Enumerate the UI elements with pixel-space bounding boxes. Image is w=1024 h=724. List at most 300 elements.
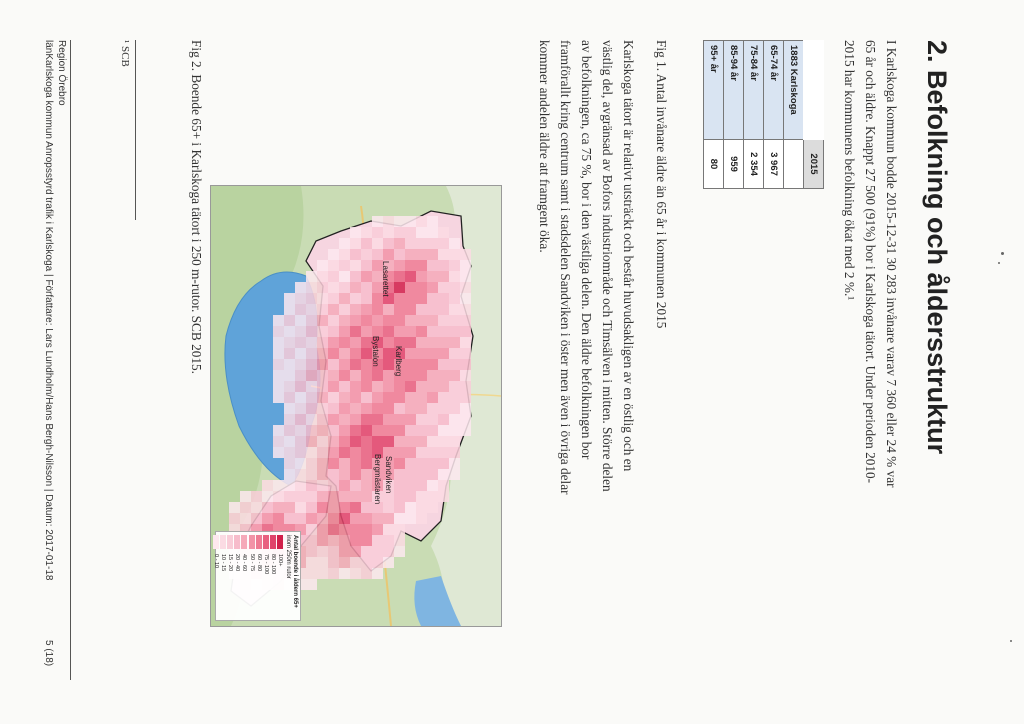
density-cell (295, 337, 306, 348)
density-cell (460, 315, 471, 326)
density-cell (460, 249, 471, 260)
density-cell (427, 469, 438, 480)
legend-item (227, 535, 234, 617)
density-cell (372, 403, 383, 414)
density-cell (284, 315, 295, 326)
density-cell (383, 315, 394, 326)
density-cell (394, 491, 405, 502)
legend-label: 15 - 20 (227, 554, 234, 572)
density-cell (383, 425, 394, 436)
body-paragraph (534, 40, 639, 705)
density-cell (394, 326, 405, 337)
density-cell (438, 370, 449, 381)
density-cell (460, 359, 471, 370)
density-cell (460, 381, 471, 392)
density-cell (273, 359, 284, 370)
density-cell (449, 381, 460, 392)
density-cell (383, 381, 394, 392)
density-cell (438, 315, 449, 326)
density-cell (438, 227, 449, 238)
density-cell (361, 546, 372, 557)
density-cell (328, 403, 339, 414)
density-cell (405, 403, 416, 414)
table-row-value: 959 (724, 140, 744, 189)
density-cell (317, 315, 328, 326)
density-cell (251, 513, 262, 524)
density-cell (350, 337, 361, 348)
density-cell (416, 359, 427, 370)
density-cell (427, 227, 438, 238)
intro-line: I Karlskoga kommun bodde 2015-12-31 30 283 invånare varav 7 360 eller 24 % var (884, 40, 899, 488)
density-cell (328, 271, 339, 282)
density-cell (394, 447, 405, 458)
density-cell (383, 403, 394, 414)
density-cell (350, 293, 361, 304)
density-cell (449, 304, 460, 315)
density-cell (295, 480, 306, 491)
density-cell (328, 359, 339, 370)
table-corner-cell (804, 41, 824, 140)
density-cell (416, 370, 427, 381)
map-label-sandviken: Sandviken (384, 456, 393, 494)
density-cell (416, 260, 427, 271)
legend-item (248, 535, 255, 617)
legend-label: 40 - 60 (241, 554, 248, 572)
density-cell (306, 568, 317, 579)
density-cell (317, 535, 328, 546)
density-cell (383, 326, 394, 337)
density-cell (306, 337, 317, 348)
density-cell (361, 381, 372, 392)
density-cell (339, 271, 350, 282)
density-cell (328, 282, 339, 293)
density-cell (339, 535, 350, 546)
density-cell (394, 293, 405, 304)
table-row-label: 75-84 år (744, 41, 764, 140)
density-cell (449, 458, 460, 469)
density-cell (416, 304, 427, 315)
density-cell (438, 238, 449, 249)
density-cell (449, 392, 460, 403)
density-cell (350, 469, 361, 480)
density-cell (394, 480, 405, 491)
density-cell (405, 469, 416, 480)
density-cell (350, 282, 361, 293)
density-cell (361, 271, 372, 282)
density-cell (339, 458, 350, 469)
density-cell (339, 304, 350, 315)
density-cell (405, 249, 416, 260)
density-cell (361, 392, 372, 403)
legend-item (255, 535, 262, 617)
density-cell (372, 370, 383, 381)
density-cell (427, 425, 438, 436)
density-cell (361, 436, 372, 447)
density-cell (460, 337, 471, 348)
density-cell (350, 381, 361, 392)
density-cell (394, 315, 405, 326)
density-cell (416, 403, 427, 414)
density-cell (295, 425, 306, 436)
density-cell (427, 458, 438, 469)
density-cell (449, 348, 460, 359)
legend-item (234, 535, 241, 617)
density-cell (383, 392, 394, 403)
density-cell (339, 546, 350, 557)
density-cell (438, 337, 449, 348)
density-cell (383, 370, 394, 381)
density-cell (394, 238, 405, 249)
density-cell (372, 557, 383, 568)
density-cell (284, 513, 295, 524)
density-cell (449, 447, 460, 458)
density-cell (427, 381, 438, 392)
density-cell (273, 491, 284, 502)
density-cell (328, 293, 339, 304)
density-cell (350, 304, 361, 315)
density-cell (328, 469, 339, 480)
density-cell (284, 392, 295, 403)
density-cell (306, 513, 317, 524)
density-cell (328, 315, 339, 326)
density-cell (350, 568, 361, 579)
density-cell (416, 315, 427, 326)
density-cell (427, 414, 438, 425)
density-cell (383, 348, 394, 359)
footer-divider (70, 40, 71, 680)
density-cell (251, 491, 262, 502)
density-cell (328, 480, 339, 491)
density-cell (361, 524, 372, 535)
density-cell (416, 337, 427, 348)
density-cell (427, 348, 438, 359)
density-cell (460, 293, 471, 304)
density-cell (449, 370, 460, 381)
density-cell (284, 293, 295, 304)
density-cell (328, 326, 339, 337)
table-row (704, 41, 724, 189)
table-row-value: 3 967 (764, 140, 784, 189)
legend-title: Antal boende i åldern 65+ (292, 535, 298, 608)
density-cell (438, 304, 449, 315)
table-row-label: 65-74 år (764, 41, 784, 140)
footnote-divider (135, 40, 136, 220)
density-cell (361, 370, 372, 381)
density-cell (317, 282, 328, 293)
density-cell (383, 436, 394, 447)
table-header-row (804, 41, 824, 189)
density-cell (405, 458, 416, 469)
density-cell (383, 546, 394, 557)
legend-item (270, 535, 277, 617)
density-cell (383, 337, 394, 348)
density-cell (251, 502, 262, 513)
density-cell (449, 238, 460, 249)
footnote: ¹ SCB (119, 40, 131, 67)
density-cell (460, 260, 471, 271)
density-cell (273, 392, 284, 403)
body-line: kommer andelen äldre att framgent öka. (537, 40, 552, 253)
density-cell (339, 293, 350, 304)
legend-label: 50 - 75 (248, 554, 255, 572)
legend-item (241, 535, 248, 617)
density-cell (361, 480, 372, 491)
density-cell (427, 315, 438, 326)
density-cell (339, 249, 350, 260)
density-cell (339, 436, 350, 447)
density-cell (317, 381, 328, 392)
table-row-value: 80 (704, 140, 724, 189)
density-cell (350, 458, 361, 469)
density-cell (284, 337, 295, 348)
density-cell (394, 260, 405, 271)
density-cell (339, 447, 350, 458)
density-cell (394, 249, 405, 260)
density-cell (416, 414, 427, 425)
scan-speck (1010, 640, 1012, 642)
density-cell (394, 282, 405, 293)
density-cell (460, 403, 471, 414)
density-cell (317, 524, 328, 535)
density-cell (460, 326, 471, 337)
density-cell (438, 249, 449, 260)
legend-label: 10 - 15 (219, 554, 226, 572)
density-cell (383, 359, 394, 370)
density-cell (284, 425, 295, 436)
density-cell (372, 227, 383, 238)
density-cell (405, 227, 416, 238)
density-cell (273, 502, 284, 513)
density-cell (284, 436, 295, 447)
density-cell (306, 579, 317, 590)
legend-label: 60 - 80 (255, 554, 262, 572)
density-cell (273, 447, 284, 458)
density-cell (317, 469, 328, 480)
density-cell (284, 403, 295, 414)
density-cell (460, 425, 471, 436)
density-cell (361, 469, 372, 480)
density-cell (328, 304, 339, 315)
legend-label: 0 - 10 (212, 554, 219, 569)
map-label-karlberg: Karlberg (394, 346, 403, 377)
body-line: av befolkningen, ca 75 %, bor i den västliga delen. Den äldre befolkningen bor (579, 40, 594, 460)
density-cell (317, 447, 328, 458)
table-row (744, 41, 764, 189)
density-cell (394, 414, 405, 425)
map-label-lasarettet: Lasarettet (381, 261, 390, 297)
density-cell (438, 260, 449, 271)
figure-2-caption: Fig 2. Boende 65+ i Karlskoga tätort i 250 m-rutor. SCB 2015. (189, 40, 204, 374)
density-cell (383, 227, 394, 238)
legend-swatch (234, 535, 240, 549)
density-cell (339, 469, 350, 480)
density-cell (328, 491, 339, 502)
density-cell (306, 524, 317, 535)
legend-swatch (270, 535, 276, 549)
density-cell (328, 348, 339, 359)
density-cell (284, 502, 295, 513)
population-table (703, 40, 824, 189)
density-cell (383, 535, 394, 546)
density-cell (306, 282, 317, 293)
density-cell (273, 425, 284, 436)
density-cell (350, 227, 361, 238)
legend-item (219, 535, 226, 617)
density-cell (317, 293, 328, 304)
density-cell (306, 348, 317, 359)
density-cell (339, 359, 350, 370)
density-cell (273, 370, 284, 381)
density-cell (328, 546, 339, 557)
density-cell (449, 403, 460, 414)
density-cell (361, 282, 372, 293)
density-cell (361, 304, 372, 315)
density-cell (416, 513, 427, 524)
density-cell (394, 392, 405, 403)
density-cell (306, 326, 317, 337)
intro-line: 65 år och äldre. Knappt 27 500 (91%) bor i Karlskoga tätort. Under perioden 2010- (863, 40, 878, 484)
density-cell (317, 557, 328, 568)
density-cell (295, 348, 306, 359)
density-cell (416, 227, 427, 238)
density-cell (295, 469, 306, 480)
density-cell (372, 546, 383, 557)
density-cell (405, 216, 416, 227)
density-cell (339, 414, 350, 425)
density-cell (438, 403, 449, 414)
density-cell (306, 557, 317, 568)
density-cell (372, 249, 383, 260)
density-cell (284, 304, 295, 315)
density-cell (394, 216, 405, 227)
density-cell (350, 557, 361, 568)
density-cell (372, 315, 383, 326)
density-cell (427, 480, 438, 491)
density-cell (273, 381, 284, 392)
density-cell (405, 414, 416, 425)
density-cell (229, 502, 240, 513)
legend-swatch (263, 535, 269, 549)
density-cell (427, 392, 438, 403)
density-cell (273, 480, 284, 491)
legend-item (212, 535, 219, 617)
density-cell (361, 502, 372, 513)
density-cell (438, 414, 449, 425)
table-row (724, 41, 744, 189)
scan-speck (1001, 252, 1004, 255)
density-cell (394, 425, 405, 436)
density-cell (361, 249, 372, 260)
density-cell (405, 480, 416, 491)
density-cell (273, 315, 284, 326)
density-cell (372, 436, 383, 447)
density-cell (350, 403, 361, 414)
density-cell (427, 249, 438, 260)
density-cell (449, 425, 460, 436)
density-cell (361, 568, 372, 579)
density-cell (427, 216, 438, 227)
density-cell (350, 315, 361, 326)
density-cell (405, 304, 416, 315)
density-cell (317, 568, 328, 579)
density-cell (317, 425, 328, 436)
density-cell (295, 304, 306, 315)
density-cell (405, 326, 416, 337)
map-label-bergmastaren: Bergmästaren (373, 454, 382, 505)
density-cell (284, 381, 295, 392)
density-cell (460, 304, 471, 315)
density-cell (416, 447, 427, 458)
density-cell (339, 568, 350, 579)
density-cell (284, 414, 295, 425)
density-cell (416, 381, 427, 392)
density-cell (416, 249, 427, 260)
density-cell (394, 304, 405, 315)
density-cell (262, 491, 273, 502)
density-cell (427, 370, 438, 381)
density-cell (350, 271, 361, 282)
density-cell (328, 260, 339, 271)
density-cell (383, 304, 394, 315)
density-cell (449, 359, 460, 370)
density-cell (416, 491, 427, 502)
density-cell (284, 491, 295, 502)
density-cell (306, 535, 317, 546)
density-cell (339, 282, 350, 293)
density-cell (306, 491, 317, 502)
density-cell (284, 370, 295, 381)
density-cell (416, 502, 427, 513)
density-cell (306, 425, 317, 436)
density-cell (416, 216, 427, 227)
density-cell (405, 293, 416, 304)
density-cell (339, 480, 350, 491)
density-cell (405, 337, 416, 348)
density-cell (449, 249, 460, 260)
density-cell (405, 315, 416, 326)
density-cell (350, 535, 361, 546)
density-cell (306, 381, 317, 392)
density-cell (328, 535, 339, 546)
density-cell (427, 436, 438, 447)
density-cell (383, 238, 394, 249)
density-cell (306, 315, 317, 326)
density-cell (328, 370, 339, 381)
density-cell (284, 348, 295, 359)
density-cell (438, 381, 449, 392)
density-cell (405, 282, 416, 293)
legend-swatch (241, 535, 247, 549)
density-cell (262, 480, 273, 491)
density-cell (405, 436, 416, 447)
density-cell (328, 337, 339, 348)
density-cell (361, 238, 372, 249)
density-cell (306, 546, 317, 557)
density-cell (427, 337, 438, 348)
density-cell (328, 425, 339, 436)
legend-label: 100+ (277, 554, 284, 567)
density-cell (317, 271, 328, 282)
density-cell (295, 282, 306, 293)
density-cell (306, 304, 317, 315)
density-cell (449, 271, 460, 282)
density-cell (438, 425, 449, 436)
density-cell (405, 425, 416, 436)
density-cell (416, 238, 427, 249)
density-cell (438, 359, 449, 370)
density-cell (328, 414, 339, 425)
karlskoga-density-map (210, 185, 502, 627)
